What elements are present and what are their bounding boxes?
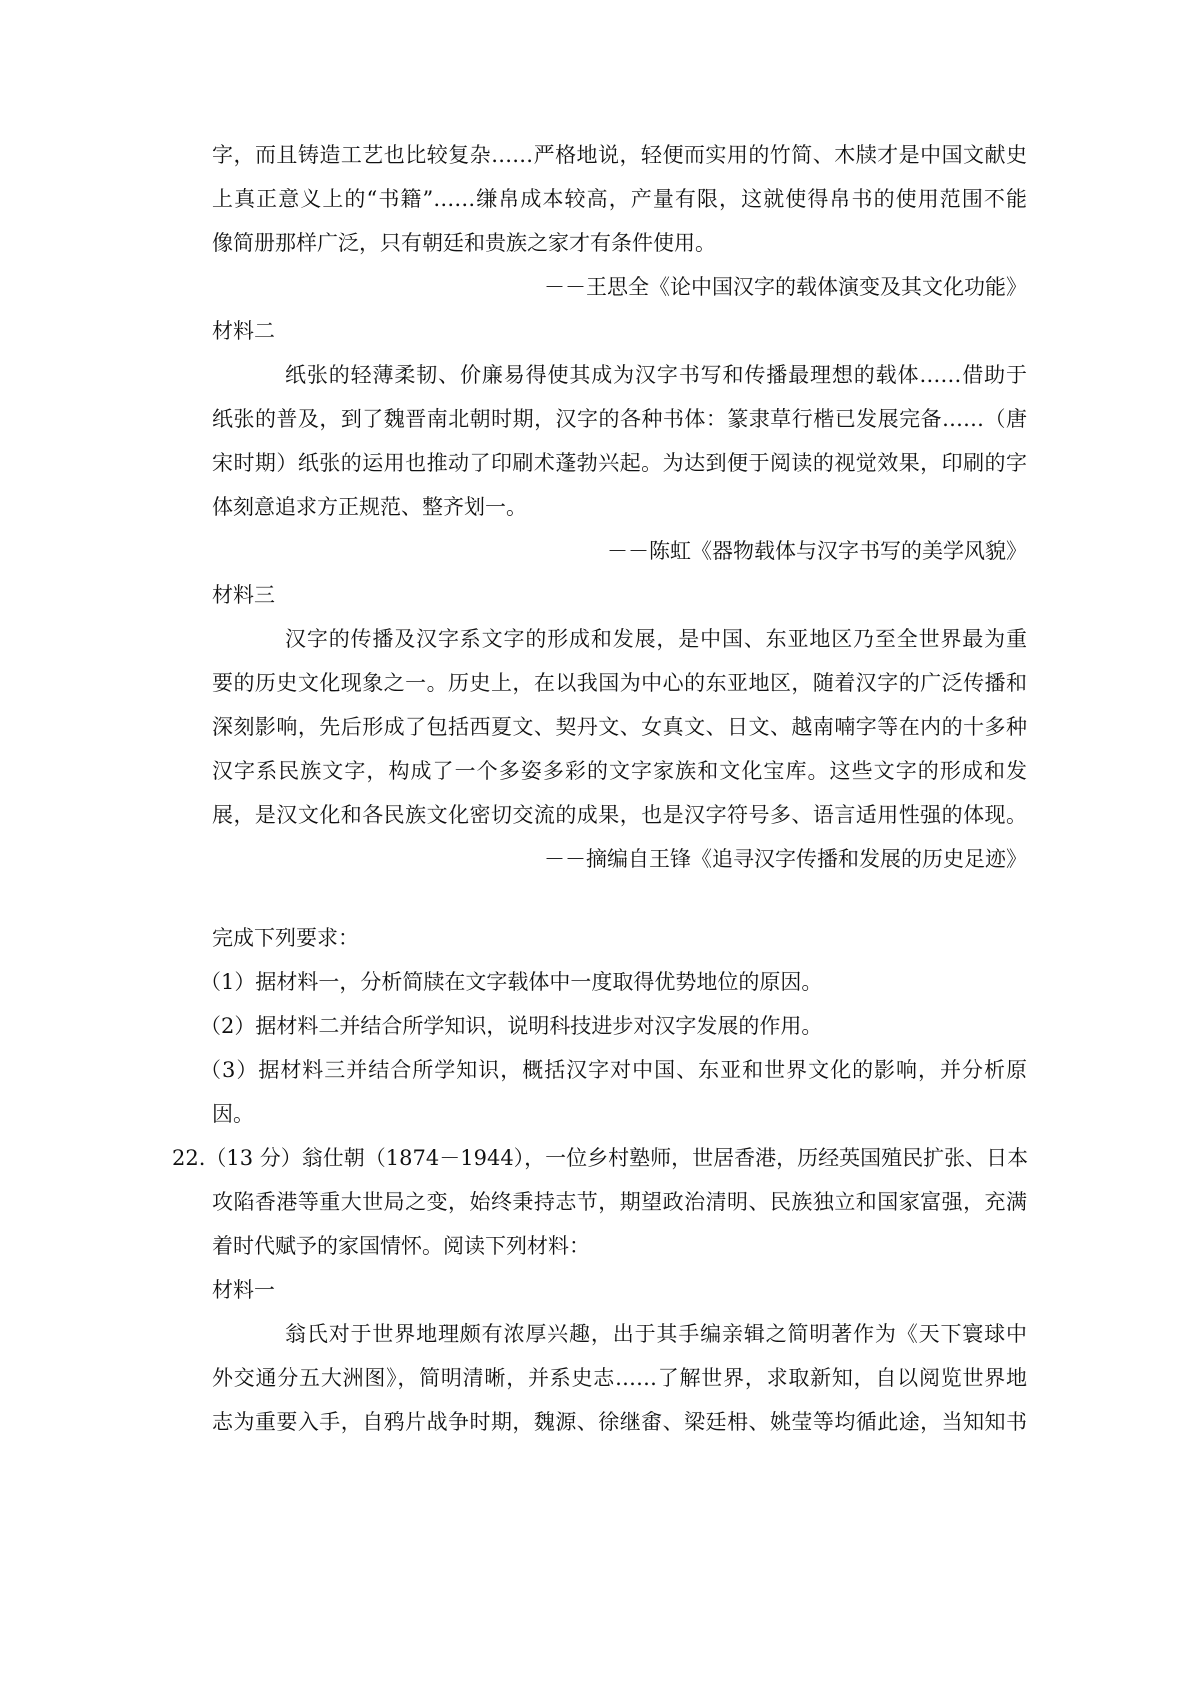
requirement-3: （3）据材料三并结合所学知识，概括汉字对中国、东亚和世界文化的影响，并分析原 <box>200 1058 1027 1082</box>
question-22-line-3: 着时代赋予的家国情怀。阅读下列材料： <box>212 1234 590 1258</box>
m1-line-2: 上真正意义上的“书籍”……缣帛成本较高，产量有限，这就使得帛书的使用范围不能 <box>212 187 1027 211</box>
requirements-heading: 完成下列要求： <box>212 926 359 950</box>
m3-line-4: 汉字系民族文字，构成了一个多姿多彩的文字家族和文化宝库。这些文字的形成和发 <box>212 759 1027 783</box>
q22-m1-heading: 材料一 <box>212 1278 275 1302</box>
question-22-line-2: 攻陷香港等重大世局之变，始终秉持志节，期望政治清明、民族独立和国家富强，充满 <box>212 1190 1027 1214</box>
m2-heading: 材料二 <box>212 319 275 343</box>
requirement-2: （2）据材料二并结合所学知识，说明科技进步对汉字发展的作用。 <box>200 1014 823 1038</box>
m3-line-2: 要的历史文化现象之一。历史上，在以我国为中心的东亚地区，随着汉字的广泛传播和 <box>212 671 1027 695</box>
m2-line-4: 体刻意追求方正规范、整齐划一。 <box>212 495 527 519</box>
q22-m1-line-1: 翁氏对于世界地理颇有浓厚兴趣，出于其手编亲辑之简明著作为《天下寰球中 <box>285 1322 1027 1346</box>
m3-line-3: 深刻影响，先后形成了包括西夏文、契丹文、女真文、日文、越南喃字等在内的十多种 <box>212 715 1027 739</box>
question-22-line-1: 22.（13 分）翁仕朝（1874－1944），一位乡村塾师，世居香港，历经英国殖民扩张、日本 <box>172 1146 1029 1170</box>
m3-line-5: 展，是汉文化和各民族文化密切交流的成果，也是汉字符号多、语言适用性强的体现。 <box>212 803 1027 827</box>
requirement-3-cont: 因。 <box>212 1102 254 1126</box>
requirement-1: （1）据材料一，分析简牍在文字载体中一度取得优势地位的原因。 <box>200 970 823 994</box>
m3-source: －－摘编自王锋《追寻汉字传播和发展的历史足迹》 <box>544 847 1027 871</box>
m2-line-3: 宋时期）纸张的运用也推动了印刷术蓬勃兴起。为达到便于阅读的视觉效果，印刷的字 <box>212 451 1027 475</box>
q22-m1-line-2: 外交通分五大洲图》，简明清晰，并系史志……了解世界，求取新知，自以阅览世界地 <box>212 1366 1027 1390</box>
m1-line-1: 字，而且铸造工艺也比较复杂……严格地说，轻便而实用的竹简、木牍才是中国文献史 <box>212 143 1027 167</box>
m2-line-1: 纸张的轻薄柔韧、价廉易得使其成为汉字书写和传播最理想的载体……借助于 <box>285 363 1027 387</box>
m1-source: －－王思全《论中国汉字的载体演变及其文化功能》 <box>544 275 1027 299</box>
q22-m1-line-3: 志为重要入手，自鸦片战争时期，魏源、徐继畬、梁廷枏、姚莹等均循此途，当知知书 <box>212 1410 1027 1434</box>
m2-line-2: 纸张的普及，到了魏晋南北朝时期，汉字的各种书体：篆隶草行楷已发展完备……（唐 <box>212 407 1027 431</box>
m1-line-3: 像简册那样广泛，只有朝廷和贵族之家才有条件使用。 <box>212 231 716 255</box>
m2-source: －－陈虹《器物载体与汉字书写的美学风貌》 <box>607 539 1027 563</box>
m3-heading: 材料三 <box>212 583 275 607</box>
m3-line-1: 汉字的传播及汉字系文字的形成和发展，是中国、东亚地区乃至全世界最为重 <box>285 627 1027 651</box>
